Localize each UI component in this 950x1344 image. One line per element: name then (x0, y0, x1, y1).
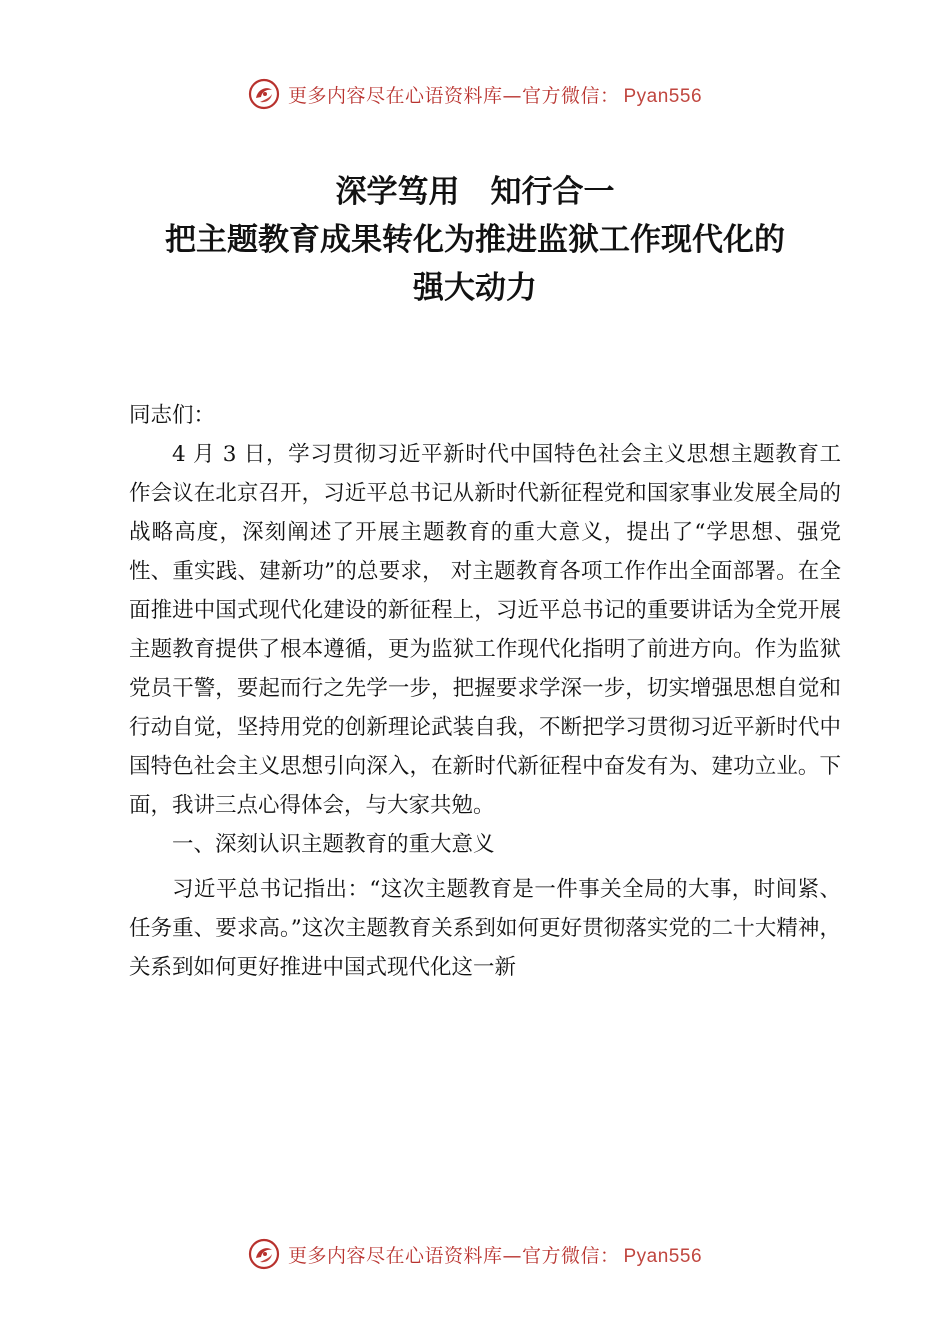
document-title (0, 168, 950, 312)
header-watermark (0, 74, 950, 114)
paragraph-1: 4 月 3 日，学习贯彻习近平新时代中国特色社会主义思想主题教育工作会议在北京召开，习近平总书记从新时代新征程党和国家事业发展全局的战略高度，深刻阐述了开展主题教育的重大意义，提出了“学思想、强党性、重实践、建新功”的总要求， 对主题教育各项工作作出全面部署。在全面推进中国式现代化建设的新征程上，习近平总书记的重要讲话为全党开展主题教育提供了根本遵循，更为监狱工作现代化指明了前进方向。作为监狱党员干警，要起而行之先学一步，把握要求学深一步，切实增强思想自觉和行动自觉，坚持用党的创新理论武装自我，不断把学习贯彻习近平新时代中国特色社会主义思想引向深入，在新时代新征程中奋发有为、建功立业。下面，我讲三点心得体会，与大家共勉。 (129, 442, 841, 818)
swirl-logo-icon (248, 1238, 280, 1270)
document-body (129, 396, 841, 987)
section-heading-1: 一、深刻认识主题教育的重大意义 (172, 832, 495, 857)
salutation: 同志们： (129, 403, 216, 428)
footer-watermark (0, 1234, 950, 1274)
watermark-text: 更多内容尽在心语资料库—官方微信： Pyan556 (287, 1244, 703, 1267)
watermark-text: 更多内容尽在心语资料库—官方微信： Pyan556 (287, 84, 703, 107)
paragraph-2: 习近平总书记指出：“这次主题教育是一件事关全局的大事，时间紧、任务重、要求高。”这次主题教育关系到如何更好贯彻落实党的二十大精神，关系到如何更好推进中国式现代化这一新 (129, 877, 841, 980)
title-line-3: 强大动力 (413, 270, 537, 306)
title-line-1: 深学笃用 知行合一 (335, 174, 615, 210)
swirl-logo-icon (248, 78, 280, 110)
title-line-2: 把主题教育成果转化为推进监狱工作现代化的 (165, 222, 785, 258)
